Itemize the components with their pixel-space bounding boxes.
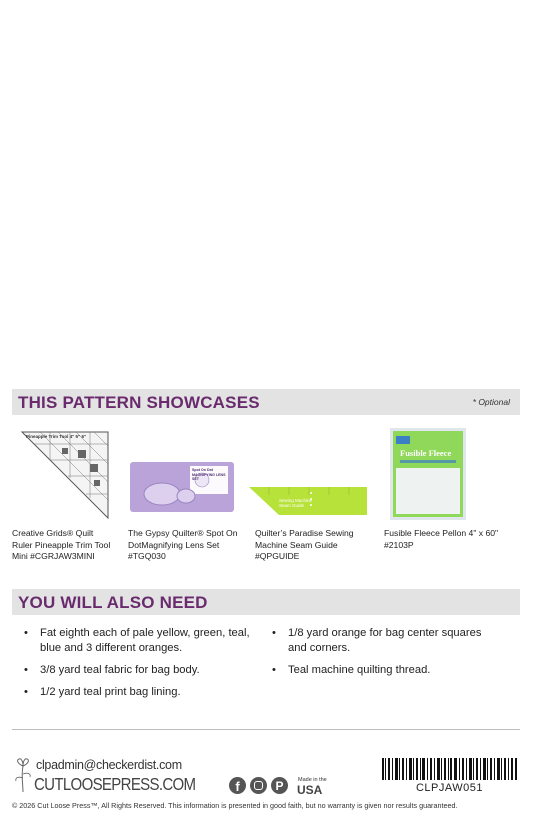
instagram-icon[interactable] <box>250 777 267 794</box>
copyright-notice: © 2026 Cut Loose Press™, All Rights Reserved. This information is presented in good faith, but no warranty is given nor results guaranteed. <box>12 801 458 810</box>
triangle-ruler-image <box>20 428 110 520</box>
seam-guide-label: Sewing Machine Seam Guide <box>279 498 313 508</box>
footer-divider <box>12 729 520 730</box>
list-item: • Teal machine quilting thread. <box>272 663 502 678</box>
optional-note: * Optional <box>472 397 510 407</box>
supply-list-right <box>272 626 502 685</box>
magnifying-lens-package-image <box>130 462 234 512</box>
supply-list-left <box>24 626 256 707</box>
triangle-ruler-label: Pineapple Trim Tool 4" 5" 6" <box>26 434 87 439</box>
barcode <box>382 758 517 780</box>
also-need-header <box>12 589 520 615</box>
made-in-label: Made in the <box>298 777 327 783</box>
product-caption: The Gypsy Quilter® Spot On DotMagnifying Lens Set #TGQ030 <box>128 528 238 561</box>
brand-logo <box>12 758 34 794</box>
showcase-title: THIS PATTERN SHOWCASES <box>18 393 260 412</box>
product-caption: Fusible Fleece Pellon 4" x 60" #2103P <box>384 528 499 550</box>
made-in-country: USA <box>297 783 323 797</box>
website-link[interactable]: CUTLOOSEPRESS.COM <box>34 774 196 794</box>
fleece-package-label: Fusible Fleece <box>400 448 452 458</box>
also-need-title: YOU WILL ALSO NEED <box>18 593 208 612</box>
lens-package-label: Spot On Dot MAGNIFYING LENS SET <box>192 468 226 482</box>
facebook-icon[interactable]: f <box>229 777 246 794</box>
product-caption: Creative Grids® Quilt Ruler Pineapple Trim Tool Mini #CGRJAW3MINI <box>12 528 111 561</box>
list-item: • 3/8 yard teal fabric for bag body. <box>24 663 256 678</box>
sku-label: CLPJAW051 <box>415 782 484 794</box>
list-item: • Fat eighth each of pale yellow, green, teal, blue and 3 different oranges. <box>24 626 256 656</box>
contact-email[interactable]: clpadmin@checkerdist.com <box>36 758 182 772</box>
pinterest-icon[interactable]: P <box>271 777 288 794</box>
list-item: • 1/2 yard teal print bag lining. <box>24 685 256 700</box>
showcase-header <box>12 389 520 415</box>
product-caption: Quilter’s Paradise Sewing Machine Seam Guide #QPGUIDE <box>255 528 354 561</box>
seam-guide-image <box>249 487 371 515</box>
fleece-package-image <box>390 428 466 520</box>
list-item: • 1/8 yard orange for bag center squares and corners. <box>272 626 502 656</box>
